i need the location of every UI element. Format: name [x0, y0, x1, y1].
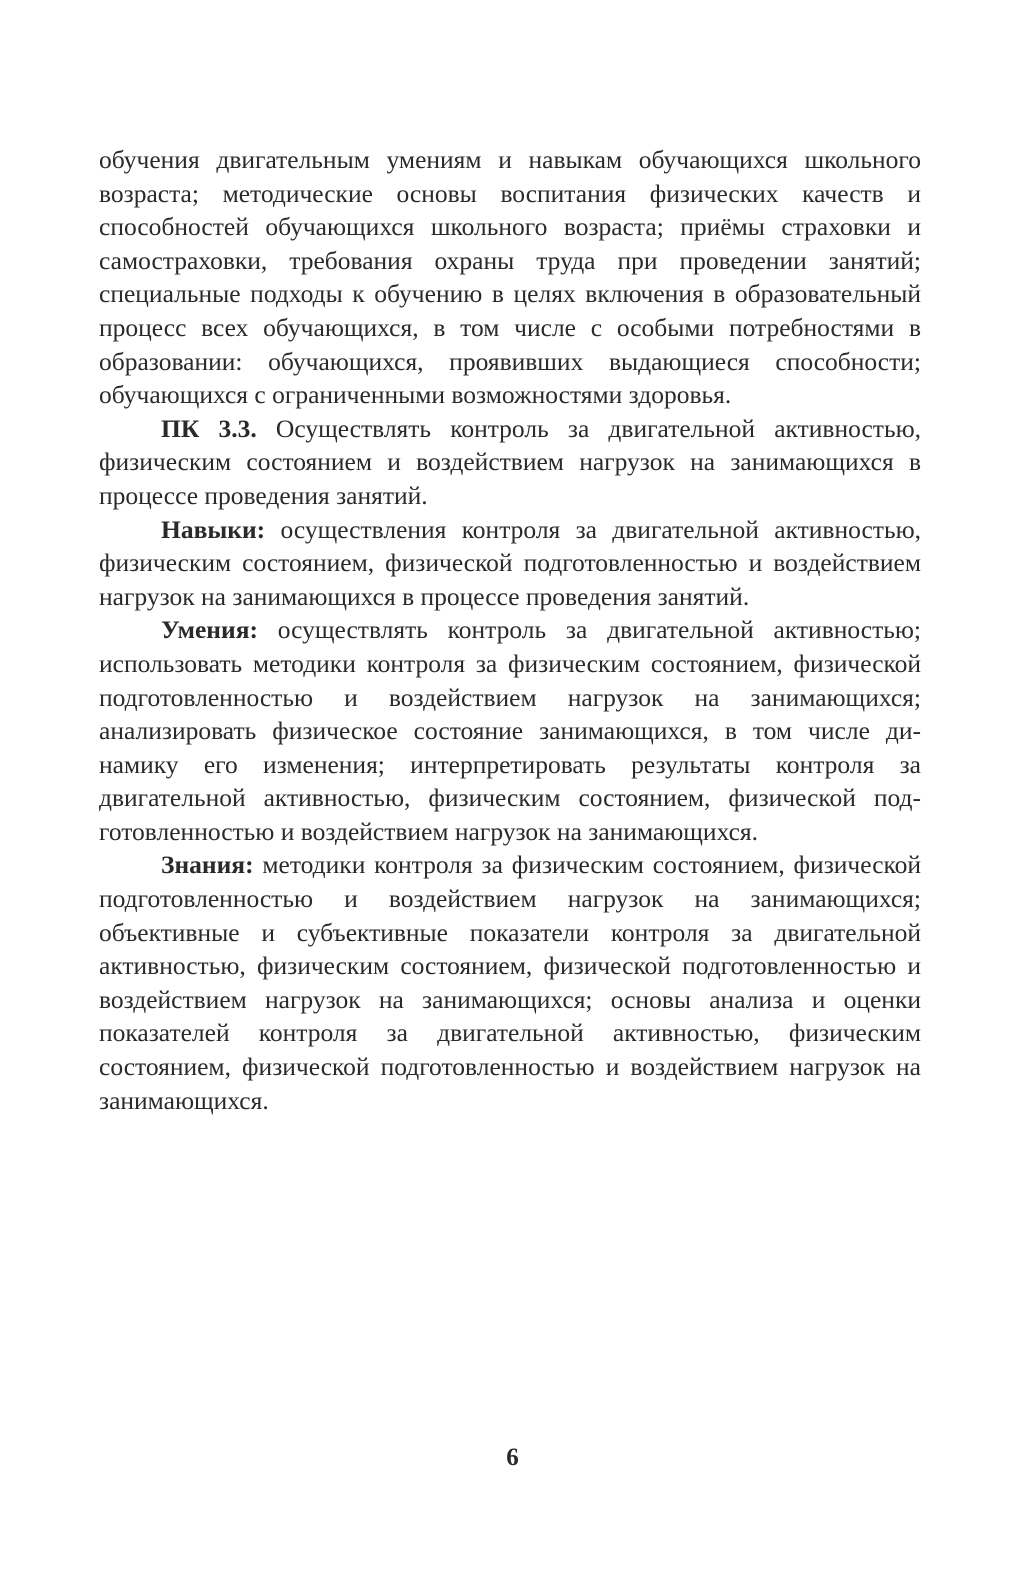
paragraph-lead: Навыки:: [161, 514, 266, 544]
paragraph-text: методики контроля за физическим состоянием, физической подготовленностью и воздействием нагрузок на занимающихся; объективные и субъективные показатели контроля за двигательной активностью, физическим состоянием, физической подготовленностью и воздействием нагрузок на занимающихся; основы анализа и оценки показателей контроля за двигательной активностью, физическим состоянием, физической подготовленностью и воздействием нагрузок на занимающихся.: [99, 850, 921, 1115]
paragraph-pk-3-3: [99, 412, 921, 513]
paragraph-text: осуществления контроля за двигательной активностью, физическим состоянием, физической подготовленностью и воздействием нагрузок на занимающихся в процессе проведения занятий.: [99, 514, 921, 611]
paragraph-knowledge: [99, 848, 921, 1117]
paragraph-abilities: [99, 613, 921, 848]
paragraph-continuation: [99, 143, 921, 412]
paragraph-lead: ПК 3.3.: [161, 413, 257, 443]
paragraph-lead: Знания:: [161, 850, 254, 880]
page-number: 6: [506, 1444, 519, 1471]
paragraph-text: обучения двигательным умениям и навыкам обучающихся школьного возраста; методические основы воспитания физических качеств и способностей обучающихся школьного возраста; приёмы страховки и самостраховки, требования охраны труда при проведении занятий; специальные подходы к обучению в целях включения в образовательный процесс всех обучающихся, в том числе с особыми потребностями в образовании: обучающихся, проявивших выдающиеся способности; обучающихся с ограниченными возможностями здоровья.: [99, 145, 921, 410]
body-text: [99, 143, 921, 1117]
paragraph-text: осуществлять контроль за двигательной активностью; использовать методики контроля за физическим состоянием, физической подготовленностью и воздействием нагрузок на занимающихся; анализировать физическое состояние занимающихся, в том числе динамику его изменения; интерпретировать результаты контроля за двигательной активностью, физическим состоянием, физической подготовленностью и воздействием нагрузок на занимающихся.: [99, 615, 921, 846]
paragraph-lead: Умения:: [161, 615, 258, 645]
paragraph-text: Осуществлять контроль за двигательной активностью, физическим состоянием и воздействием нагрузок на занимающихся в процессе проведения занятий.: [99, 413, 921, 510]
paragraph-skills: [99, 513, 921, 614]
